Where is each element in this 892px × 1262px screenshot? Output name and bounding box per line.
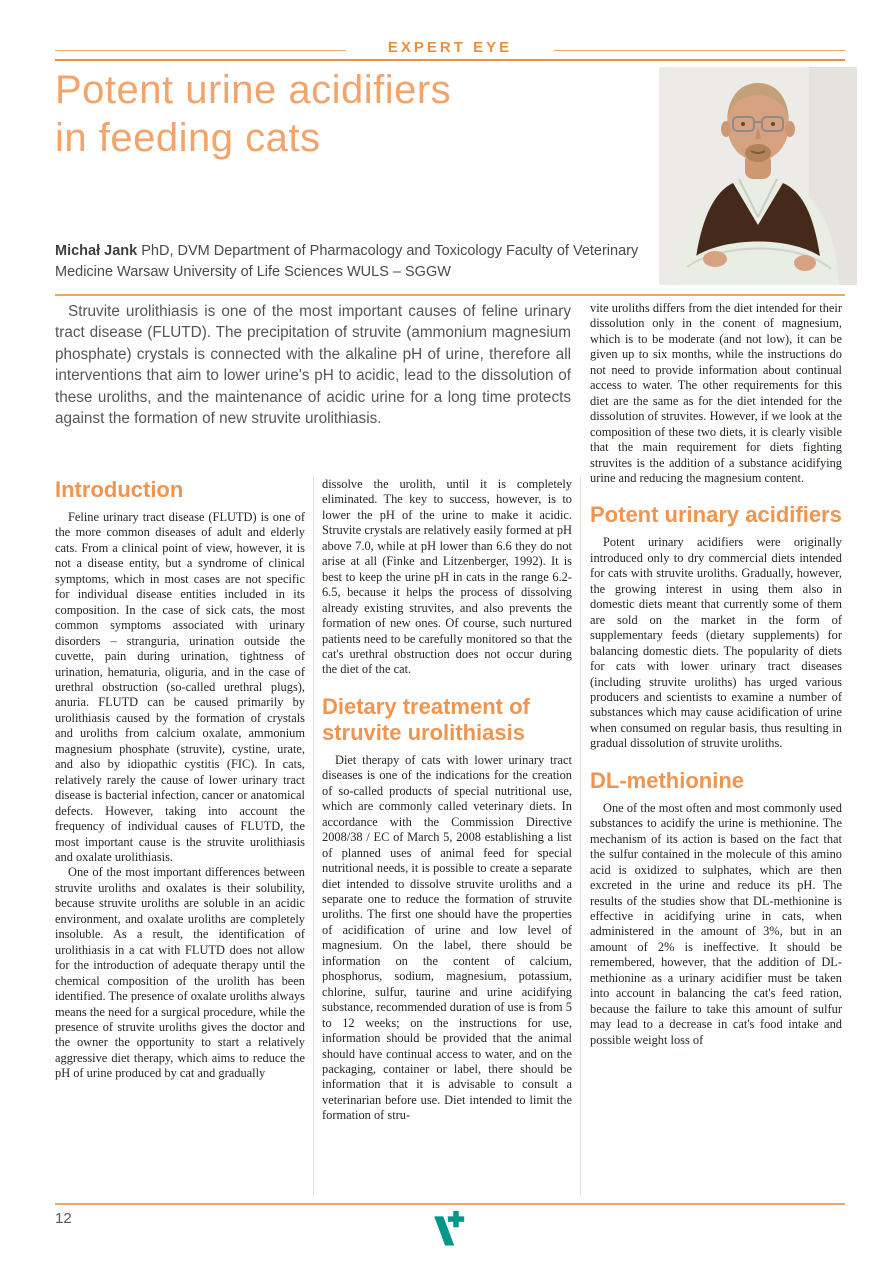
page-title (55, 66, 615, 162)
paragraph: One of the most often and most commonly used substances to acidify the urine is methionine. The mechanism of its action is based on the fact that the sulfur contained in the molecule of this amino acid is oxidized to sulphates, which are then excreted in the urine and reduce its pH. The results of the studies show that DL-methionine is effective in acidifying urine in cats, when administered in the amount of 3%, but in an amount of 2% is ineffective. It should be remembered, however, that the addition of DL-methionine as a urinary acidifier must be taken into account in balancing the cat's feed ration, because the failure to take this amount of sulfur may lead to a decrease in cat's food intake and possible weight loss of (590, 800, 842, 1047)
column-2 (322, 477, 572, 1195)
column-3 (590, 301, 842, 1195)
heading-dl-methionine: DL-methionine (590, 767, 744, 793)
author-details: PhD, DVM Department of Pharmacology and Toxicology Faculty of Veterinary Medicine Warsaw University of Life Sciences WULS – SGGW (55, 243, 639, 280)
header-rule-right (554, 50, 845, 61)
page-title-line1: Potent urine acidifiers (55, 68, 452, 112)
paragraph: Feline urinary tract disease (FLUTD) is one of the more common diseases of adult and elderly cats. From a clinical point of view, however, it is not a disease entity, but a syndrome of clinical symptoms, which in most cases are not specific for individual disease entities included in its composition. In the case of sick cats, the most common symptoms associated with urinary disorders – stranguria, urination outside the cuvette, pain during urination, tightness of urination, hematuria, oliguria, and in the case of urethral obstruction (so-called urethral plugs), anuria. FLUTD can be caused primarily by urolithiasis caused by the formation of crystals and uroliths from calcium oxalate, ammonium magnesium phosphate (struvite), cystine, urate, and also by idiopathic cystitis (FIC). In cats, relatively rarely the cause of lower urinary tract disease is bacterial infection, cancer or anatomical defects. However, taking into account the frequency of individual causes of FLUTD, the most important cause is the struvite urolithiasis and oxalate urolithiasis. (55, 510, 305, 864)
paragraph: Potent urinary acidifiers were originally introduced only to dry commercial diets intended for cats with struvite uroliths. Gradually, however, the growing interest in using them also in domestic diets meant that currently some of them are sold on the market in the form of supplementary feeds (dietary supplements) for balancing domestic diets. The popularity of diets for cats with lower urinary tract diseases (including struvite uroliths) has urged various producers and scientists to examine a number of substances which may cause acidification of urine when consumed on regular basis, thus resulting in gradual dissolution of struvite uroliths. (590, 535, 842, 751)
column-divider-2 (580, 477, 581, 1195)
column-divider-1 (313, 477, 314, 1195)
header-rule-left (55, 50, 346, 61)
paragraph: dissolve the urolith, until it is completely eliminated. The key to success, however, is to lower the pH of the urine to make it acidic. Struvite crystals are relatively easily formed at pH above 7.0, while at pH lower than 6.6 they do not arise at all (Finke and Litzenberger, 1992). It is best to keep the urine pH in cats in the range 6.2-6.5, because it helps the process of dissolving already existing struvites, and also prevents the formation of new ones. Of course, such nurtured patients need to be carefully monitored so that the cat's urethral obstruction does not occur during the diet of the cat. (322, 477, 572, 677)
paragraph: vite uroliths differs from the diet intended for their dissolution only in the conent of magnesium, which is to be moderate (and not low), it can be given up to six months, while the instructions do not need to provide information about continual access to water. The other requirements for this diet are the same as for the diet intended for the dissolution of struvites. However, if we look at the composition of these two diets, it is clearly visible that the main requirement for diets fighting struvites is the addition of a substance acidifying urine and reducing the magnesium content. (590, 301, 842, 485)
paragraph: Diet therapy of cats with lower urinary tract diseases is one of the indications for the creation of so-called products of special nutritional use, which are commonly called veterinary diets. In accordance with the Commission Directive 2008/38 / EC of March 5, 2008 establishing a list of planned uses of animal feed for special nutritional needs, it is possible to create a separate diet intended to dissolve struvite uroliths and a separate one to reduce the formation of struvite uroliths. The first one should have the properties of acidification of urine and low level of magnesium. On the label, there should be information on the content of calcium, phosphorus, sodium, magnesium, potassium, chlorine, sulfur, taurine and urine acidifying substance, recommended duration of use is from 5 to 12 weeks; on the instructions for use, information should be provided that the animal should have continual access to water, and on the packaging, container or label, there should be information that it is advisable to consult a veterinarian before use. Diet intended to limit the formation of stru- (322, 752, 572, 1123)
heading-potent-urinary-acidifiers: Potent urinary acidifiers (590, 502, 842, 528)
v-plus-logo-icon (426, 1209, 466, 1251)
section-header (55, 40, 845, 61)
page-number: 12 (55, 1210, 72, 1227)
paragraph: One of the most important differences between struvite uroliths and oxalates is their solubility, because struvite uroliths are soluble in an acidic environment, and oxalate uroliths are completely insoluble. As a result, the identification of urolithiasis in a cat with FLUTD does not allow for the introduction of adequate therapy until the chemical composition of the urolith has been identified. The presence of oxalate uroliths always means the need for a surgical procedure, while the presence of struvite uroliths gives the doctor and the owner the opportunity to start a relatively aggressive diet therapy, which aims to reduce the pH of urine produced by cat and gradually (55, 865, 305, 1081)
page-title-line2: in feeding cats (55, 116, 321, 160)
author-photo (659, 67, 857, 285)
footer-divider (55, 1203, 845, 1205)
divider-under-author (55, 294, 845, 296)
heading-introduction: Introduction (55, 477, 184, 502)
section-label: EXPERT EYE (346, 40, 554, 61)
lead-paragraph: Struvite urolithiasis is one of the most important causes of feline urinary tract disease (FLUTD). The precipitation of struvite (ammonium magnesium phosphate) crystals is connected with the alkaline pH of urine, therefore all interventions that aim to lower urine's pH to acidic, lead to the dissolution of these uroliths, and the maintenance of acidic urine for a long time protects against the formation of new struvite urolithiasis. (55, 303, 571, 428)
author-name: Michał Jank (55, 243, 138, 259)
author-line (55, 241, 655, 283)
column-1 (55, 477, 305, 1195)
heading-dietary-treatment: Dietary treatment of struvite urolithiasis (322, 693, 530, 745)
